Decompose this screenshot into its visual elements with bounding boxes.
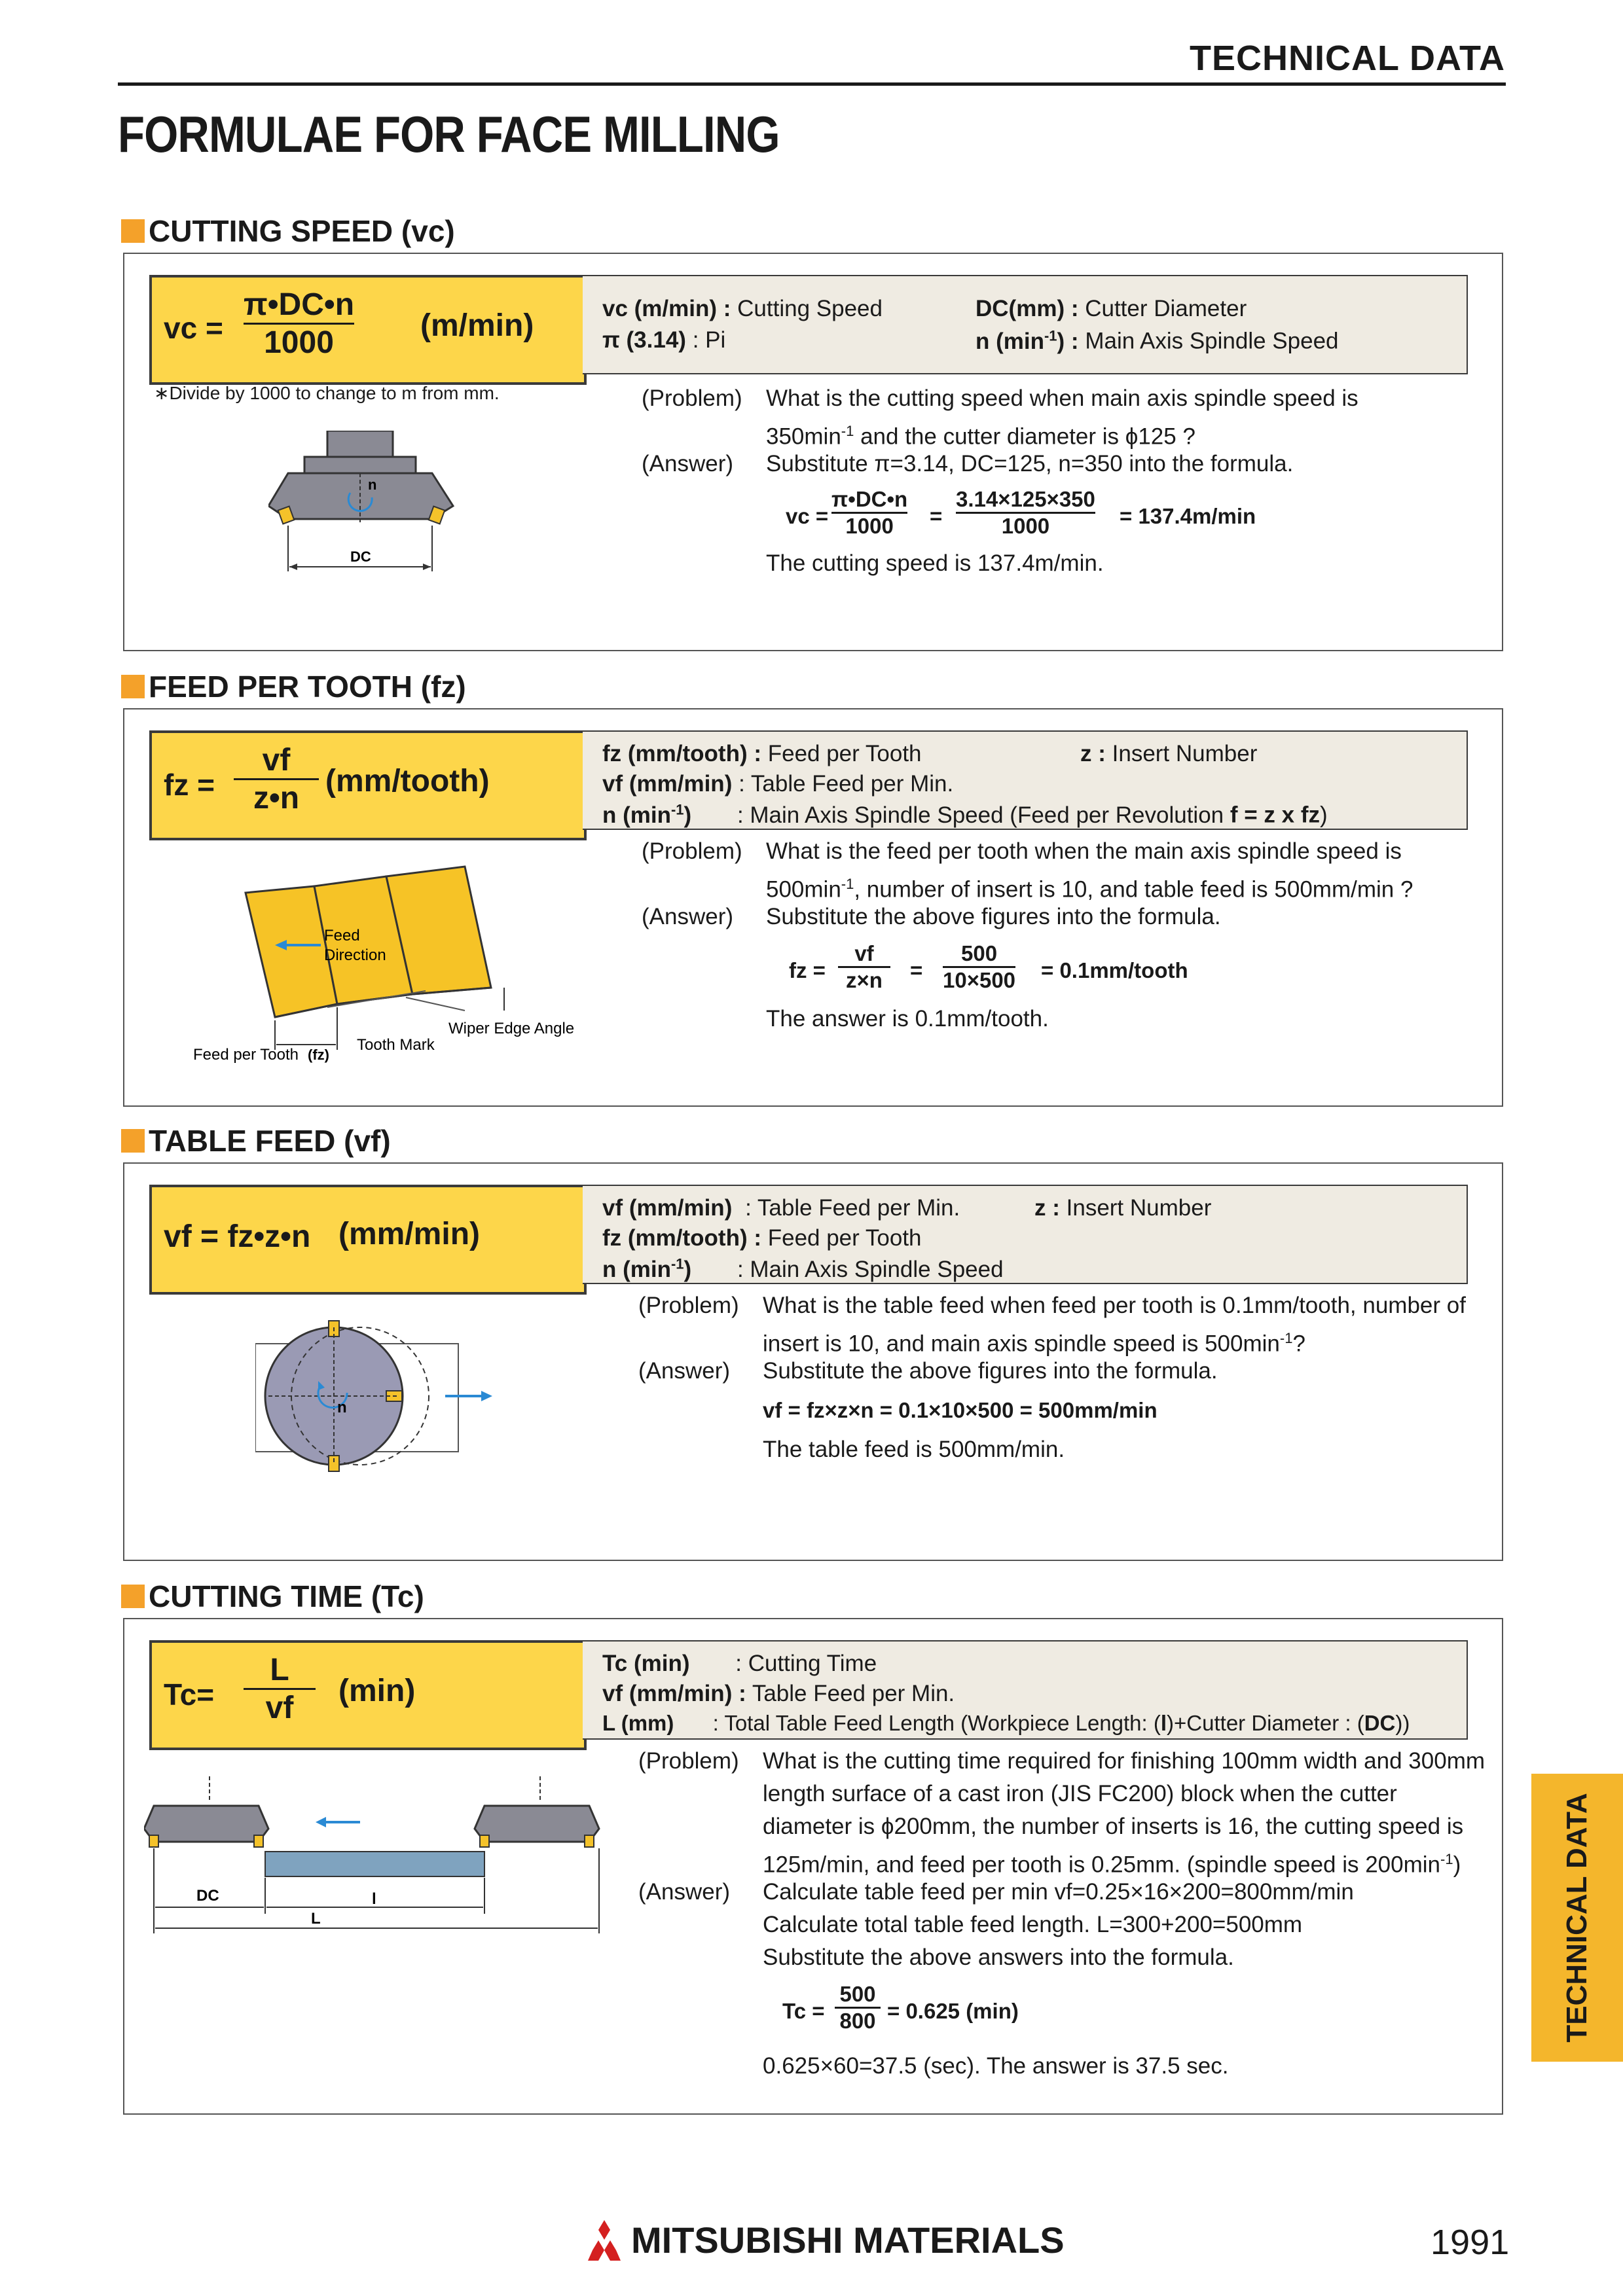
cutting-speed-panel <box>123 253 1503 651</box>
calc-fraction-1 <box>831 487 907 539</box>
brand-logo <box>581 2219 1065 2261</box>
section-title: TABLE FEED (vf) <box>149 1124 391 1158</box>
footnote: ∗Divide by 1000 to change to m from mm. <box>154 383 500 403</box>
formula-box <box>149 1640 587 1750</box>
definitions-box <box>583 730 1468 830</box>
superscript: -1 <box>841 876 854 892</box>
problem-label: (Problem) <box>642 386 742 411</box>
problem-text: What is the cutting time required for finishing 100mm width and 300mm <box>763 1748 1486 1774</box>
problem-text: ) <box>1453 1852 1461 1878</box>
formula-numerator: vf <box>262 743 291 778</box>
def-desc: : Cutting Time <box>735 1651 877 1676</box>
problem-text: What is the feed per tooth when the main axis spindle speed is <box>766 838 1402 864</box>
formula-fraction <box>244 287 354 361</box>
calc-fraction <box>835 1982 881 2034</box>
formula-box <box>149 1185 587 1295</box>
superscript: -1 <box>1279 1330 1293 1346</box>
problem-text: What is the cutting speed when main axis spindle speed is <box>766 386 1359 411</box>
problem-label: (Problem) <box>638 1748 739 1774</box>
def-desc: )+Cutter Diameter : ( <box>1167 1711 1364 1735</box>
section-title: CUTTING SPEED (vc) <box>149 214 455 248</box>
formula-box <box>149 275 587 385</box>
formula-unit: (mm/tooth) <box>325 764 490 798</box>
calc-result: = 0.625 (min) <box>887 1999 1019 2023</box>
problem-text: and the cutter diameter is ϕ125 ? <box>854 423 1195 450</box>
fig-label-dc: DC <box>350 548 371 565</box>
calc-expression: vf = fz×z×n = 0.1×10×500 = 500mm/min <box>763 1398 1158 1422</box>
formula-box <box>149 730 587 840</box>
answer-label: (Answer) <box>642 904 734 929</box>
table-feed-diagram <box>255 1314 622 1484</box>
section-marker-icon <box>121 1585 145 1608</box>
fig-label-feed: Feed <box>324 927 360 944</box>
formula-fraction <box>244 1652 316 1726</box>
superscript: -1 <box>1044 327 1057 344</box>
problem-text: 350min <box>766 423 841 450</box>
problem-label: (Problem) <box>638 1293 739 1318</box>
section-heading-table-feed <box>121 1123 391 1158</box>
calc-fraction-2 <box>943 941 1015 993</box>
calc-result: = 137.4m/min <box>1120 504 1256 528</box>
fig-label-tooth-mark: Tooth Mark <box>357 1036 435 1054</box>
calc-denominator: z×n <box>846 968 883 992</box>
def-term: ) : <box>1057 328 1079 354</box>
def-desc: : Table Feed per Min. <box>745 1195 960 1221</box>
def-term: ) <box>684 802 692 828</box>
cutting-time-panel <box>123 1618 1503 2115</box>
calc-denominator: 1000 <box>1001 514 1050 538</box>
formula-denominator: 1000 <box>264 325 334 360</box>
def-desc: : Main Axis Spindle Speed <box>737 1256 1004 1282</box>
def-term: Tc (min) <box>602 1651 690 1676</box>
def-desc: Feed per Tooth <box>767 1225 922 1251</box>
section-marker-icon <box>121 675 145 698</box>
formula-denominator: vf <box>265 1691 294 1725</box>
section-marker-icon <box>121 1129 145 1153</box>
def-term: n (min <box>602 802 671 828</box>
def-term: vf (mm/min) <box>602 1195 733 1221</box>
cutter-right <box>475 1776 599 1847</box>
cutting-time-diagram <box>144 1776 629 1946</box>
answer-text: Calculate table feed per min vf=0.25×16×200=800mm/min <box>763 1879 1354 1905</box>
cutter-left <box>144 1776 268 1847</box>
calc-lhs: Tc = <box>782 1999 825 2023</box>
mitsubishi-diamonds-icon <box>581 2220 627 2261</box>
side-tab[interactable] <box>1531 1774 1623 2062</box>
def-desc: Cutter Diameter <box>1085 296 1247 321</box>
problem-text: insert is 10, and main axis spindle speed is 500min <box>763 1331 1280 1357</box>
section-marker-icon <box>121 219 145 243</box>
formula-expression: vf = fz•z•n <box>164 1219 311 1254</box>
def-term: fz (mm/tooth) : <box>602 1225 761 1251</box>
answer-text: Substitute the above figures into the formula. <box>766 904 1221 929</box>
calc-lhs: vc = <box>786 504 829 528</box>
feed-per-tooth-panel <box>123 708 1503 1107</box>
problem-text: 125m/min, and feed per tooth is 0.25mm. (spindle speed is 200min <box>763 1852 1441 1878</box>
calc-equals: = <box>910 958 923 982</box>
def-desc: Insert Number <box>1066 1195 1212 1221</box>
def-desc: : Table Feed per Min. <box>739 771 954 797</box>
section-heading-cutting-speed <box>121 213 455 249</box>
formula-unit: (mm/min) <box>338 1217 480 1251</box>
def-term: DC <box>1364 1711 1396 1735</box>
calc-numerator: vf <box>854 941 874 965</box>
problem-text: length surface of a cast iron (JIS FC200) block when the cutter <box>763 1781 1397 1806</box>
fig-label-wiper: Wiper Edge Angle <box>448 1020 575 1037</box>
problem-text: What is the table feed when feed per tooth is 0.1mm/tooth, number of <box>763 1293 1466 1318</box>
formula-denominator: z•n <box>253 781 300 816</box>
formula-fraction <box>234 742 319 816</box>
def-term: π (3.14) <box>602 327 686 353</box>
calc-numerator: π•DC•n <box>831 487 908 511</box>
def-desc: : Main Axis Spindle Speed (Feed per Revolution <box>737 802 1230 828</box>
def-term: n (min <box>976 328 1044 354</box>
answer-label: (Answer) <box>642 451 734 476</box>
superscript: -1 <box>670 1255 684 1272</box>
definitions-box <box>583 1185 1468 1284</box>
table-feed-panel <box>123 1162 1503 1561</box>
page-title: FORMULAE FOR FACE MILLING <box>118 105 780 163</box>
formula-unit: (min) <box>338 1674 416 1708</box>
def-term: DC(mm) : <box>976 296 1079 321</box>
fig-label-n: n <box>368 476 377 493</box>
def-term: fz (mm/tooth) : <box>602 741 761 766</box>
side-tab-label: TECHNICAL DATA <box>1561 1793 1593 2043</box>
formula-lhs: vc = <box>164 311 223 345</box>
section-heading-cutting-time <box>121 1579 424 1614</box>
calc-denominator: 1000 <box>845 514 894 538</box>
calc-numerator: 500 <box>960 941 998 965</box>
calc-equals: = <box>930 504 943 528</box>
calc-fraction-1 <box>838 941 890 993</box>
fig-label-n: n <box>337 1399 347 1416</box>
def-term: l <box>1160 1711 1167 1735</box>
calc-denominator: 10×500 <box>943 968 1016 992</box>
calc-numerator: 3.14×125×350 <box>956 487 1095 511</box>
problem-text: ? <box>1292 1331 1305 1357</box>
definitions-box <box>583 1640 1468 1740</box>
problem-label: (Problem) <box>642 838 742 864</box>
fig-label-feed-per-tooth: Feed per Tooth <box>193 1046 299 1064</box>
result-text: The cutting speed is 137.4m/min. <box>766 550 1104 576</box>
def-desc: )) <box>1395 1711 1410 1735</box>
def-desc: Feed per Tooth <box>767 741 922 766</box>
section-title: FEED PER TOOTH (fz) <box>149 670 466 704</box>
answer-text: Substitute the above answers into the formula. <box>763 1945 1234 1970</box>
def-term: z : <box>1080 741 1106 766</box>
fig-label-direction: Direction <box>324 946 386 964</box>
result-text: The answer is 0.1mm/tooth. <box>766 1006 1049 1031</box>
definitions-box <box>583 275 1468 374</box>
superscript: -1 <box>841 423 854 439</box>
def-term: vf (mm/min) : <box>602 1681 746 1706</box>
def-term: ) <box>684 1256 692 1282</box>
fig-label-l: l <box>372 1890 376 1908</box>
def-term: L (mm) <box>602 1711 674 1735</box>
calc-fraction-2 <box>956 487 1095 539</box>
formula-unit: (m/min) <box>420 308 534 343</box>
calc-result: = 0.1mm/tooth <box>1041 958 1188 982</box>
fig-label-dc: DC <box>196 1887 219 1905</box>
header-section-title: TECHNICAL DATA <box>1190 39 1505 78</box>
formula-numerator: π•DC•n <box>244 287 355 322</box>
def-desc: Main Axis Spindle Speed <box>1085 328 1339 354</box>
def-term: vc (m/min) : <box>602 296 731 321</box>
cutter-diagram <box>268 431 458 588</box>
result-text: The table feed is 500mm/min. <box>763 1437 1065 1462</box>
def-desc: : Total Table Feed Length (Workpiece Length: ( <box>712 1711 1161 1735</box>
section-heading-feed-per-tooth <box>121 669 466 704</box>
def-desc: Insert Number <box>1112 741 1258 766</box>
answer-text: Substitute the above figures into the formula. <box>763 1358 1218 1384</box>
superscript: -1 <box>670 801 684 817</box>
fig-label-L: L <box>311 1910 321 1928</box>
section-title: CUTTING TIME (Tc) <box>149 1579 424 1613</box>
def-desc: Table Feed per Min. <box>752 1681 955 1706</box>
answer-label: (Answer) <box>638 1879 731 1905</box>
brand-name: MITSUBISHI MATERIALS <box>631 2219 1065 2261</box>
def-desc: ) <box>1320 802 1328 828</box>
answer-text: Calculate total table feed length. L=300+200=500mm <box>763 1912 1303 1937</box>
formula-lhs: Tc= <box>164 1677 215 1712</box>
def-term: z : <box>1034 1195 1060 1221</box>
def-formula: f = z x fz <box>1230 802 1320 828</box>
problem-text: , number of insert is 10, and table feed is 500mm/min ? <box>854 876 1413 903</box>
calc-lhs: fz = <box>789 958 826 982</box>
feed-per-tooth-diagram <box>190 860 701 1083</box>
calc-numerator: 500 <box>839 1982 876 2006</box>
def-term: n (min <box>602 1256 671 1282</box>
def-term: vf (mm/min) <box>602 771 733 797</box>
answer-label: (Answer) <box>638 1358 731 1384</box>
page-number: 1991 <box>1431 2223 1510 2262</box>
formula-numerator: L <box>270 1653 289 1687</box>
calc-denominator: 800 <box>839 2009 876 2033</box>
problem-text: 500min <box>766 876 841 903</box>
def-desc: Cutting Speed <box>737 296 883 321</box>
superscript: -1 <box>1440 1851 1453 1867</box>
formula-lhs: fz = <box>164 768 215 802</box>
problem-text: diameter is ϕ200mm, the number of inserts is 16, the cutting speed is <box>763 1814 1464 1839</box>
result-text: 0.625×60=37.5 (sec). The answer is 37.5 sec. <box>763 2053 1229 2079</box>
header-rule <box>118 82 1506 86</box>
fig-label-fz: (fz) <box>308 1047 329 1063</box>
answer-text: Substitute π=3.14, DC=125, n=350 into the formula. <box>766 451 1294 476</box>
def-desc: : Pi <box>692 327 726 353</box>
